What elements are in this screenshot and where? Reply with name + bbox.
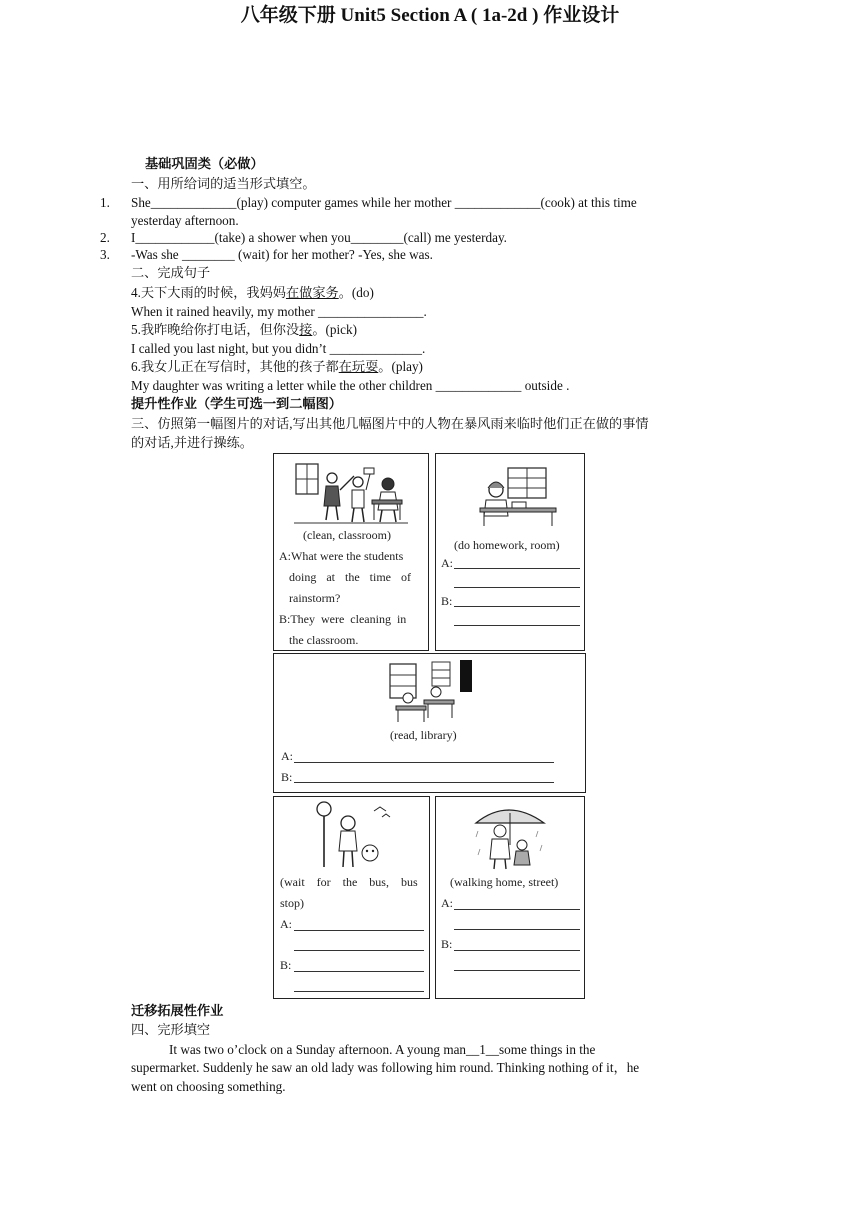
picture4-answer-line-a1 (294, 930, 424, 931)
q3-number: 3. (100, 247, 110, 262)
q4-chinese-post: 。(do) (338, 285, 374, 300)
picture5-answer-line-b2 (454, 970, 580, 971)
picture-card-wait-bus-stop (273, 796, 430, 999)
q6-english: My daughter was writing a letter while the other children _____________ outside . (131, 378, 570, 393)
cloze-line1: It was two o’clock on a Sunday afternoon. A young man__1__some things in the (169, 1042, 596, 1057)
homework-room-illustration (450, 462, 570, 528)
picture5-answer-line-a2 (454, 929, 580, 930)
picture4-answer-line-a2 (294, 950, 424, 951)
picture5-label-a: A: (441, 896, 453, 910)
q6-chinese-pre: 6.我女儿正在写信时，其他的孩子都 (131, 359, 339, 374)
picture-card-walking-home-street (435, 796, 585, 999)
picture2-answer-line-b1 (454, 606, 580, 607)
picture1-dialog-a-line2: doing at the time of (289, 570, 411, 584)
q4-chinese-underlined: 在做家务 (285, 285, 339, 300)
q2-number: 2. (100, 230, 110, 245)
picture1-dialog-b-line2: the classroom. (289, 633, 359, 647)
section-transfer-heading: 迁移拓展性作业 (131, 1003, 224, 1018)
q2-text: I____________(take) a shower when you________(call) me yesterday. (131, 230, 507, 245)
part2-heading: 二、完成句子 (131, 265, 211, 280)
q4-english: When it rained heavily, my mother ________________. (131, 304, 427, 319)
q5-chinese-post: 。(pick) (312, 322, 358, 337)
picture5-label-b: B: (441, 937, 453, 951)
q6-chinese (131, 359, 423, 375)
q6-chinese-post: 。(play) (378, 359, 423, 374)
picture5-caption: (walking home, street) (450, 875, 559, 889)
section-basic-heading: 基础巩固类（必做） (145, 156, 264, 171)
picture2-answer-line-a2 (454, 587, 580, 588)
picture5-answer-line-a1 (454, 909, 580, 910)
q5-chinese-underlined: 接 (299, 322, 313, 337)
picture-card-clean-classroom (273, 453, 429, 651)
picture4-caption-line1: (wait for the bus, bus (280, 875, 418, 889)
q3-text: -Was she ________ (wait) for her mother? -Yes, she was. (131, 247, 433, 262)
picture1-dialog-b-line1: B:They were cleaning in (279, 612, 407, 626)
picture4-answer-line-b2 (294, 991, 424, 992)
bus-stop-illustration (312, 801, 394, 871)
cloze-line3: went on choosing something. (131, 1079, 286, 1094)
picture2-label-b: B: (441, 594, 453, 608)
q1-text: She_____________(play) computer games while her mother _____________(cook) at this time (131, 195, 637, 210)
q5-english: I called you last night, but you didn’t ______________. (131, 341, 426, 356)
part3-heading-line2: 的对话,并进行操练。 (131, 435, 253, 450)
umbrella-street-illustration (472, 801, 552, 871)
classroom-illustration (292, 460, 410, 526)
picture4-label-a: A: (280, 917, 292, 931)
section-improve-heading: 提升性作业（学生可选一到二幅图） (131, 396, 342, 411)
picture3-answer-line-b (294, 782, 554, 783)
q5-chinese (131, 322, 357, 338)
part3-heading-line1: 三、仿照第一幅图片的对话,写出其他几幅图片中的人物在暴风雨来临时他们正在做的事情 (131, 416, 649, 431)
page-title: 八年级下册 Unit5 Section A ( 1a-2d ) 作业设计 (240, 5, 620, 26)
picture4-caption-line2: stop) (280, 896, 304, 910)
picture2-label-a: A: (441, 556, 453, 570)
part4-heading: 四、完形填空 (131, 1022, 211, 1037)
picture3-label-a: A: (281, 749, 293, 763)
picture2-answer-line-b2 (454, 625, 580, 626)
q4-chinese-pre: 4.天下大雨的时候，我妈妈 (131, 285, 286, 300)
q6-chinese-underlined: 在玩耍 (338, 359, 379, 374)
picture1-dialog-a-line1: A:What were the students (279, 549, 404, 563)
picture3-answer-line-a (294, 762, 554, 763)
picture4-answer-line-b1 (294, 971, 424, 972)
picture2-caption: (do homework, room) (454, 538, 560, 552)
picture3-label-b: B: (281, 770, 293, 784)
library-illustration (388, 658, 474, 724)
picture4-label-b: B: (280, 958, 292, 972)
q1-text-cont: yesterday afternoon. (131, 213, 239, 228)
picture-card-do-homework-room (435, 453, 585, 651)
picture3-caption: (read, library) (390, 728, 457, 742)
part1-heading: 一、用所给词的适当形式填空。 (131, 176, 316, 191)
cloze-line2: supermarket. Suddenly he saw an old lady was following him round. Thinking nothing of it，he (131, 1060, 640, 1075)
q5-chinese-pre: 5.我昨晚给你打电话，但你没 (131, 322, 300, 337)
q4-chinese (131, 285, 374, 301)
picture1-caption: (clean, classroom) (303, 528, 391, 542)
picture-card-read-library (273, 653, 586, 793)
picture2-answer-line-a1 (454, 568, 580, 569)
q1-number: 1. (100, 195, 110, 210)
picture5-answer-line-b1 (454, 950, 580, 951)
picture1-dialog-a-line3: rainstorm? (289, 591, 341, 605)
